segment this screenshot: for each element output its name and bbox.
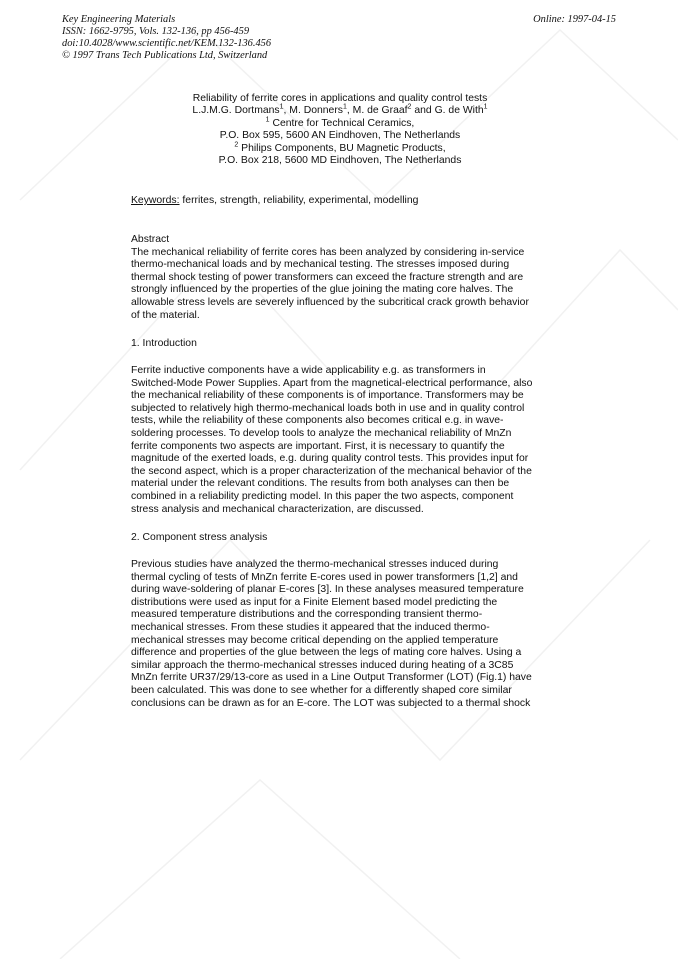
- author-name: and G. de With: [411, 105, 484, 117]
- text-line: Previous studies have analyzed the thermo-mechanical stresses induced during: [131, 559, 499, 570]
- text-line: material under the relevant conditions. The results from both analyses can then be: [131, 478, 510, 490]
- affiliation-marker: 1: [483, 103, 488, 111]
- text-line: during wave-soldering of planar E-cores [3]. In these analyses measured temperature: [131, 584, 524, 596]
- keywords-label: Keywords:: [131, 195, 180, 206]
- author-name: , M. Donners: [283, 105, 343, 117]
- text-line: strongly influenced by the properties of the glue joining the mating core halves. The: [131, 284, 514, 296]
- text-line: The mechanical reliability of ferrite cores has been analyzed by considering in-service: [131, 246, 525, 258]
- text-line: difference and properties of the glue between the legs of mating core halves. Using a: [131, 647, 522, 659]
- affiliation-1-address: P.O. Box 595, 5600 AN Eindhoven, The Netherlands: [219, 130, 461, 142]
- text-line: mechanical stresses may become critical depending on the applied temperature: [131, 634, 499, 646]
- affiliation-name: Philips Components, BU Magnetic Products,: [238, 142, 446, 154]
- author-name: L.J.M.G. Dortmans: [192, 105, 280, 117]
- text-line: soldering processes. To develop tools to analyze the mechanical reliability of MnZn: [131, 427, 512, 439]
- text-line: combined in a reliability predicting model. In this paper the two aspects, component: [131, 490, 514, 502]
- journal-issn: ISSN: 1662-9795, Vols. 132-136, pp 456-459: [62, 26, 250, 37]
- affiliation-name: Centre for Technical Ceramics,: [269, 117, 415, 129]
- affiliation-marker: 1: [279, 103, 284, 111]
- text-line: the second aspect, which is a proper characterization of the mechanical behavior of the: [131, 465, 532, 477]
- text-line: tests, while the reliability of these components also becomes critical e.g. in wave-: [131, 415, 504, 427]
- text-line: distributions were used as input for a Finite Element based model predicting the: [131, 596, 498, 608]
- journal-name: Key Engineering Materials: [62, 14, 176, 25]
- introduction-heading: 1. Introduction: [131, 338, 197, 349]
- text-line: Switched-Mode Power Supplies. Apart from the magnetical-electrical performance, also: [131, 377, 533, 389]
- journal-header: [62, 14, 271, 62]
- author-name: , M. de Graaf: [346, 105, 408, 117]
- text-line: ferrite components two aspects are important. First, it is necessary to quantify the: [131, 440, 505, 452]
- affiliation-marker: 2: [234, 141, 239, 149]
- text-line: subjected to relatively high thermo-mechanical loads both in use and in quality control: [131, 402, 525, 414]
- journal-doi: doi:10.4028/www.scientific.net/KEM.132-136.456: [62, 38, 272, 49]
- author-list: [120, 105, 560, 117]
- text-line: thermal shock testing of power transformers can exceed the fracture strength and are: [131, 271, 524, 283]
- introduction-body: [131, 365, 571, 516]
- keywords-text: ferrites, strength, reliability, experimental, modelling: [179, 195, 419, 206]
- text-line: thermo-mechanical loads and by mechanical testing. The stresses imposed during: [131, 259, 510, 271]
- paper-title: Reliability of ferrite cores in applications and quality control tests: [192, 93, 488, 104]
- abstract-section: [131, 234, 571, 322]
- text-line: allowable stress levels are severely influenced by the subcritical crack growth behavior: [131, 296, 529, 308]
- affiliation-2-address: P.O. Box 218, 5600 MD Eindhoven, The Netherlands: [218, 155, 462, 167]
- text-line: measured temperature distributions and the corresponding transient thermo-: [131, 609, 483, 621]
- affiliation-marker: 1: [265, 116, 270, 124]
- abstract-heading: Abstract: [131, 234, 170, 245]
- keywords: [131, 195, 571, 207]
- text-line: magnitude of the exerted loads, e.g. during quality control tests. This provides input for: [131, 453, 529, 465]
- text-line: similar approach the thermo-mechanical stresses induced during heating of a 3C85: [131, 659, 514, 671]
- online-date: Online: 1997-04-15: [533, 14, 616, 25]
- journal-copyright: © 1997 Trans Tech Publications Ltd, Switzerland: [62, 50, 268, 61]
- title-block: [120, 93, 560, 167]
- text-line: Ferrite inductive components have a wide applicability e.g. as transformers in: [131, 365, 486, 376]
- text-line: the mechanical reliability of these components is of importance. Transformers may be: [131, 390, 524, 402]
- affiliation-marker: 2: [407, 103, 412, 111]
- text-line: MnZn ferrite UR37/29/13-core as used in a Line Output Transformer (LOT) (Fig.1) have: [131, 672, 532, 684]
- text-line: mechanical stresses. From these studies it appeared that the induced thermo-: [131, 621, 490, 633]
- affiliation-marker: 1: [343, 103, 347, 111]
- stress-analysis-body: [131, 559, 571, 710]
- stress-analysis-heading: 2. Component stress analysis: [131, 532, 268, 543]
- text-line: of the material.: [131, 309, 200, 321]
- text-line: stress analysis and mechanical characterization, are discussed.: [131, 503, 424, 515]
- text-line: thermal cycling of tests of MnZn ferrite E-cores used in power transformers [1,2] and: [131, 571, 518, 583]
- text-line: conclusions can be drawn as for an E-core. The LOT was subjected to a thermal shock: [131, 697, 531, 709]
- text-line: been calculated. This was done to see whether for a differently shaped core similar: [131, 684, 512, 696]
- affiliation-1: [120, 118, 560, 130]
- affiliation-2: [120, 143, 560, 155]
